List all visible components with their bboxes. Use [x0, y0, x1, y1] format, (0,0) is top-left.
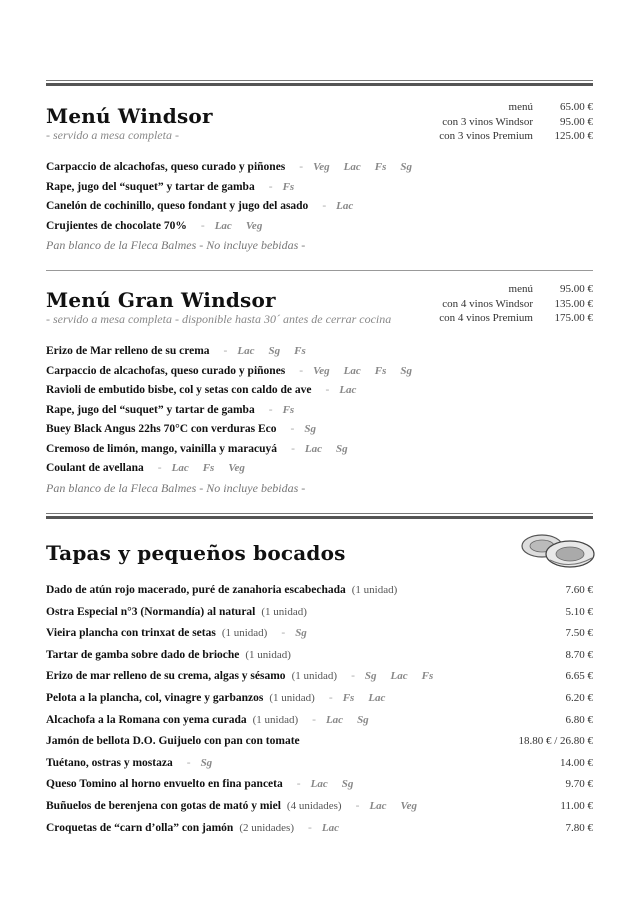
dish-name: Rape, jugo del “suquet” y tartar de gamba: [46, 180, 255, 193]
separator: -: [268, 403, 273, 416]
dish-row: [46, 440, 593, 460]
dish-unit: (1 unidad): [261, 605, 307, 618]
allergen-tag: Fs: [294, 345, 306, 357]
tapa-row: [46, 774, 593, 796]
dish-name: Buñuelos de berenjena con gotas de mató y miel: [46, 799, 281, 812]
price-row: [439, 115, 593, 130]
price-label: con 4 vinos Premium: [439, 312, 533, 324]
section-title: Tapas y pequeños bocados: [46, 541, 346, 565]
dish-row: [46, 158, 593, 178]
allergen-tag: Lac: [171, 462, 189, 474]
dish-row: [46, 217, 593, 237]
dish-price: 7.80 €: [565, 821, 593, 834]
price-label: menú: [508, 283, 533, 295]
dish-price: 14.00 €: [560, 756, 593, 769]
dish-name: Tartar de gamba sobre dado de brioche: [46, 648, 240, 661]
dish-name: Dado de atún rojo macerado, puré de zanahoria escabechada: [46, 584, 346, 596]
allergen-tag: Lac: [390, 670, 408, 683]
allergen-tag: Sg: [364, 670, 377, 683]
allergen-tag: Lac: [304, 442, 323, 455]
section-title: Menú Gran Windsor: [46, 288, 276, 312]
tapa-row: [46, 731, 593, 753]
allergen-tag: Lac: [336, 200, 354, 212]
separator: -: [268, 180, 273, 193]
allergen-tag: Fs: [282, 403, 295, 416]
dish-name: Erizo de Mar relleno de su crema: [46, 345, 210, 357]
allergen-tag: Sg: [268, 345, 281, 357]
tapa-row: [46, 645, 593, 667]
dish-name: Pelota a la plancha, col, vinagre y garbanzos: [46, 691, 264, 704]
separator: -: [186, 756, 191, 769]
dish-name: Cremoso de limón, mango, vainilla y maracuyá: [46, 442, 278, 455]
section-subtitle: - servido a mesa completa -: [46, 128, 179, 142]
separator: -: [355, 799, 360, 812]
tapa-row: [46, 666, 593, 688]
allergen-tag: Veg: [245, 219, 263, 232]
allergen-tag: Veg: [313, 161, 330, 173]
allergen-tag: Sg: [400, 161, 412, 173]
separator: -: [328, 691, 333, 704]
dish-unit: (1 unidad): [252, 713, 299, 726]
price-value: 125.00 €: [554, 130, 593, 142]
dish-name: Carpaccio de alcachofas, queso curado y piñones: [46, 364, 286, 377]
bread-note: Pan blanco de la Fleca Balmes - No incluye bebidas -: [46, 481, 306, 495]
dish-unit: (1 unidad): [221, 627, 268, 640]
price-label: menú: [508, 101, 533, 113]
price-value: 95.00 €: [560, 115, 593, 128]
tapa-row: [46, 796, 593, 818]
oyster-icon: [520, 530, 596, 570]
price-table: [439, 282, 593, 326]
dish-list: [46, 158, 593, 236]
allergen-tag: Veg: [313, 364, 330, 377]
tapa-row: [46, 580, 593, 602]
dish-price: 11.00 €: [560, 799, 593, 812]
allergen-tag: Lac: [325, 713, 344, 726]
dish-name: Crujientes de chocolate 70%: [46, 219, 187, 232]
price-row: [439, 129, 593, 144]
price-label: con 4 vinos Windsor: [442, 297, 533, 310]
allergen-tag: Lac: [339, 384, 357, 396]
dish-price: 6.20 €: [565, 691, 593, 704]
dish-unit: (1 unidad): [245, 648, 291, 661]
dish-unit: (2 unidades): [239, 821, 294, 834]
dish-price: 6.80 €: [565, 713, 593, 726]
separator: -: [281, 627, 286, 640]
price-row: [439, 297, 593, 312]
price-label: con 3 vinos Windsor: [442, 115, 533, 128]
dish-name: Rape, jugo del “suquet” y tartar de gamba: [46, 403, 255, 416]
allergen-tag: Fs: [374, 161, 387, 173]
allergen-tag: Fs: [421, 670, 434, 683]
allergen-tag: Lac: [237, 345, 255, 357]
dish-price: 18.80 € / 26.80 €: [518, 735, 593, 748]
dish-price: 9.70 €: [565, 778, 593, 791]
separator: -: [299, 161, 304, 173]
section-subtitle: - servido a mesa completa - disponible hasta 30´ antes de cerrar cocina: [46, 312, 392, 326]
allergen-tag: Lac: [369, 799, 387, 812]
dish-name: Ostra Especial n°3 (Normandía) al natural: [46, 605, 256, 618]
allergen-tag: Fs: [282, 180, 295, 193]
dish-price: 7.50 €: [565, 627, 593, 640]
price-label: con 3 vinos Premium: [439, 130, 533, 142]
dish-name: Buey Black Angus 22hs 70°C con verduras Eco: [46, 423, 277, 435]
allergen-tag: Sg: [295, 627, 307, 640]
tapa-row: [46, 818, 593, 840]
allergen-tag: Veg: [400, 799, 418, 812]
tapa-row: [46, 602, 593, 624]
tapa-row: [46, 710, 593, 732]
section-title: Menú Windsor: [46, 104, 213, 128]
separator: -: [223, 345, 228, 357]
dish-unit: (1 unidad): [351, 584, 398, 596]
separator: -: [200, 219, 205, 232]
bread-note: Pan blanco de la Fleca Balmes - No incluye bebidas -: [46, 238, 306, 252]
dish-list: [46, 342, 593, 479]
allergen-tag: Lac: [214, 219, 232, 232]
dish-name: Croquetas de “carn d’olla” con jamón: [46, 821, 234, 834]
dish-unit: (1 unidad): [269, 691, 315, 704]
allergen-tag: Sg: [357, 713, 369, 726]
dish-name: Alcachofa a la Romana con yema curada: [46, 713, 247, 726]
separator: -: [291, 442, 295, 455]
allergen-tag: Fs: [202, 462, 215, 474]
allergen-tag: Fs: [374, 364, 387, 377]
dish-name: Carpaccio de alcachofas, queso curado y piñones: [46, 161, 286, 173]
dish-price: 7.60 €: [565, 584, 593, 596]
allergen-tag: Sg: [336, 442, 348, 455]
separator: -: [322, 200, 327, 212]
divider: [46, 270, 593, 271]
allergen-tag: Lac: [310, 778, 328, 791]
double-rule: [46, 513, 593, 519]
allergen-tag: Lac: [343, 161, 361, 173]
dish-name: Tuétano, ostras y mostaza: [46, 756, 173, 769]
dish-name: Queso Tomino al horno envuelto en fina panceta: [46, 778, 283, 791]
price-value: 65.00 €: [560, 101, 593, 113]
separator: -: [290, 423, 295, 435]
dish-name: Ravioli de embutido bisbe, col y setas con caldo de ave: [46, 384, 312, 396]
dish-row: [46, 178, 593, 198]
dish-price: 8.70 €: [565, 648, 593, 661]
separator: -: [299, 364, 304, 377]
tapa-row: [46, 623, 593, 645]
price-value: 95.00 €: [560, 283, 593, 295]
price-table: [439, 100, 593, 144]
dish-row: [46, 342, 593, 362]
allergen-tag: Lac: [321, 821, 339, 834]
dish-row: [46, 420, 593, 440]
separator: -: [351, 670, 355, 683]
price-value: 175.00 €: [554, 312, 593, 324]
allergen-tag: Sg: [341, 778, 354, 791]
dish-name: Erizo de mar relleno de su crema, algas y sésamo: [46, 670, 286, 683]
double-rule: [46, 80, 593, 86]
allergen-tag: Sg: [304, 423, 316, 435]
dish-row: [46, 459, 593, 479]
allergen-tag: Sg: [400, 364, 412, 377]
allergen-tag: Fs: [342, 691, 355, 704]
allergen-tag: Veg: [228, 462, 245, 474]
separator: -: [312, 713, 316, 726]
tapa-row: [46, 688, 593, 710]
dish-row: [46, 362, 593, 382]
price-row: [439, 100, 593, 115]
tapa-row: [46, 753, 593, 775]
dish-name: Vieira plancha con trinxat de setas: [46, 627, 216, 640]
allergen-tag: Sg: [200, 756, 213, 769]
dish-row: [46, 197, 593, 217]
allergen-tag: Lac: [343, 364, 361, 377]
dish-price: 6.65 €: [565, 670, 593, 683]
price-row: [439, 311, 593, 326]
separator: -: [157, 462, 162, 474]
dish-name: Coulant de avellana: [46, 462, 144, 474]
dish-name: Jamón de bellota D.O. Guijuelo con pan con tomate: [46, 735, 300, 748]
price-value: 135.00 €: [554, 297, 593, 310]
price-row: [439, 282, 593, 297]
dish-row: [46, 381, 593, 401]
dish-row: [46, 401, 593, 421]
dish-unit: (4 unidades): [286, 799, 342, 812]
dish-unit: (1 unidad): [291, 670, 338, 683]
allergen-tag: Lac: [368, 691, 386, 704]
separator: -: [308, 821, 312, 834]
dish-name: Canelón de cochinillo, queso fondant y jugo del asado: [46, 200, 309, 212]
separator: -: [296, 778, 301, 791]
tapas-list: [46, 580, 593, 839]
separator: -: [325, 384, 330, 396]
dish-price: 5.10 €: [565, 605, 593, 618]
